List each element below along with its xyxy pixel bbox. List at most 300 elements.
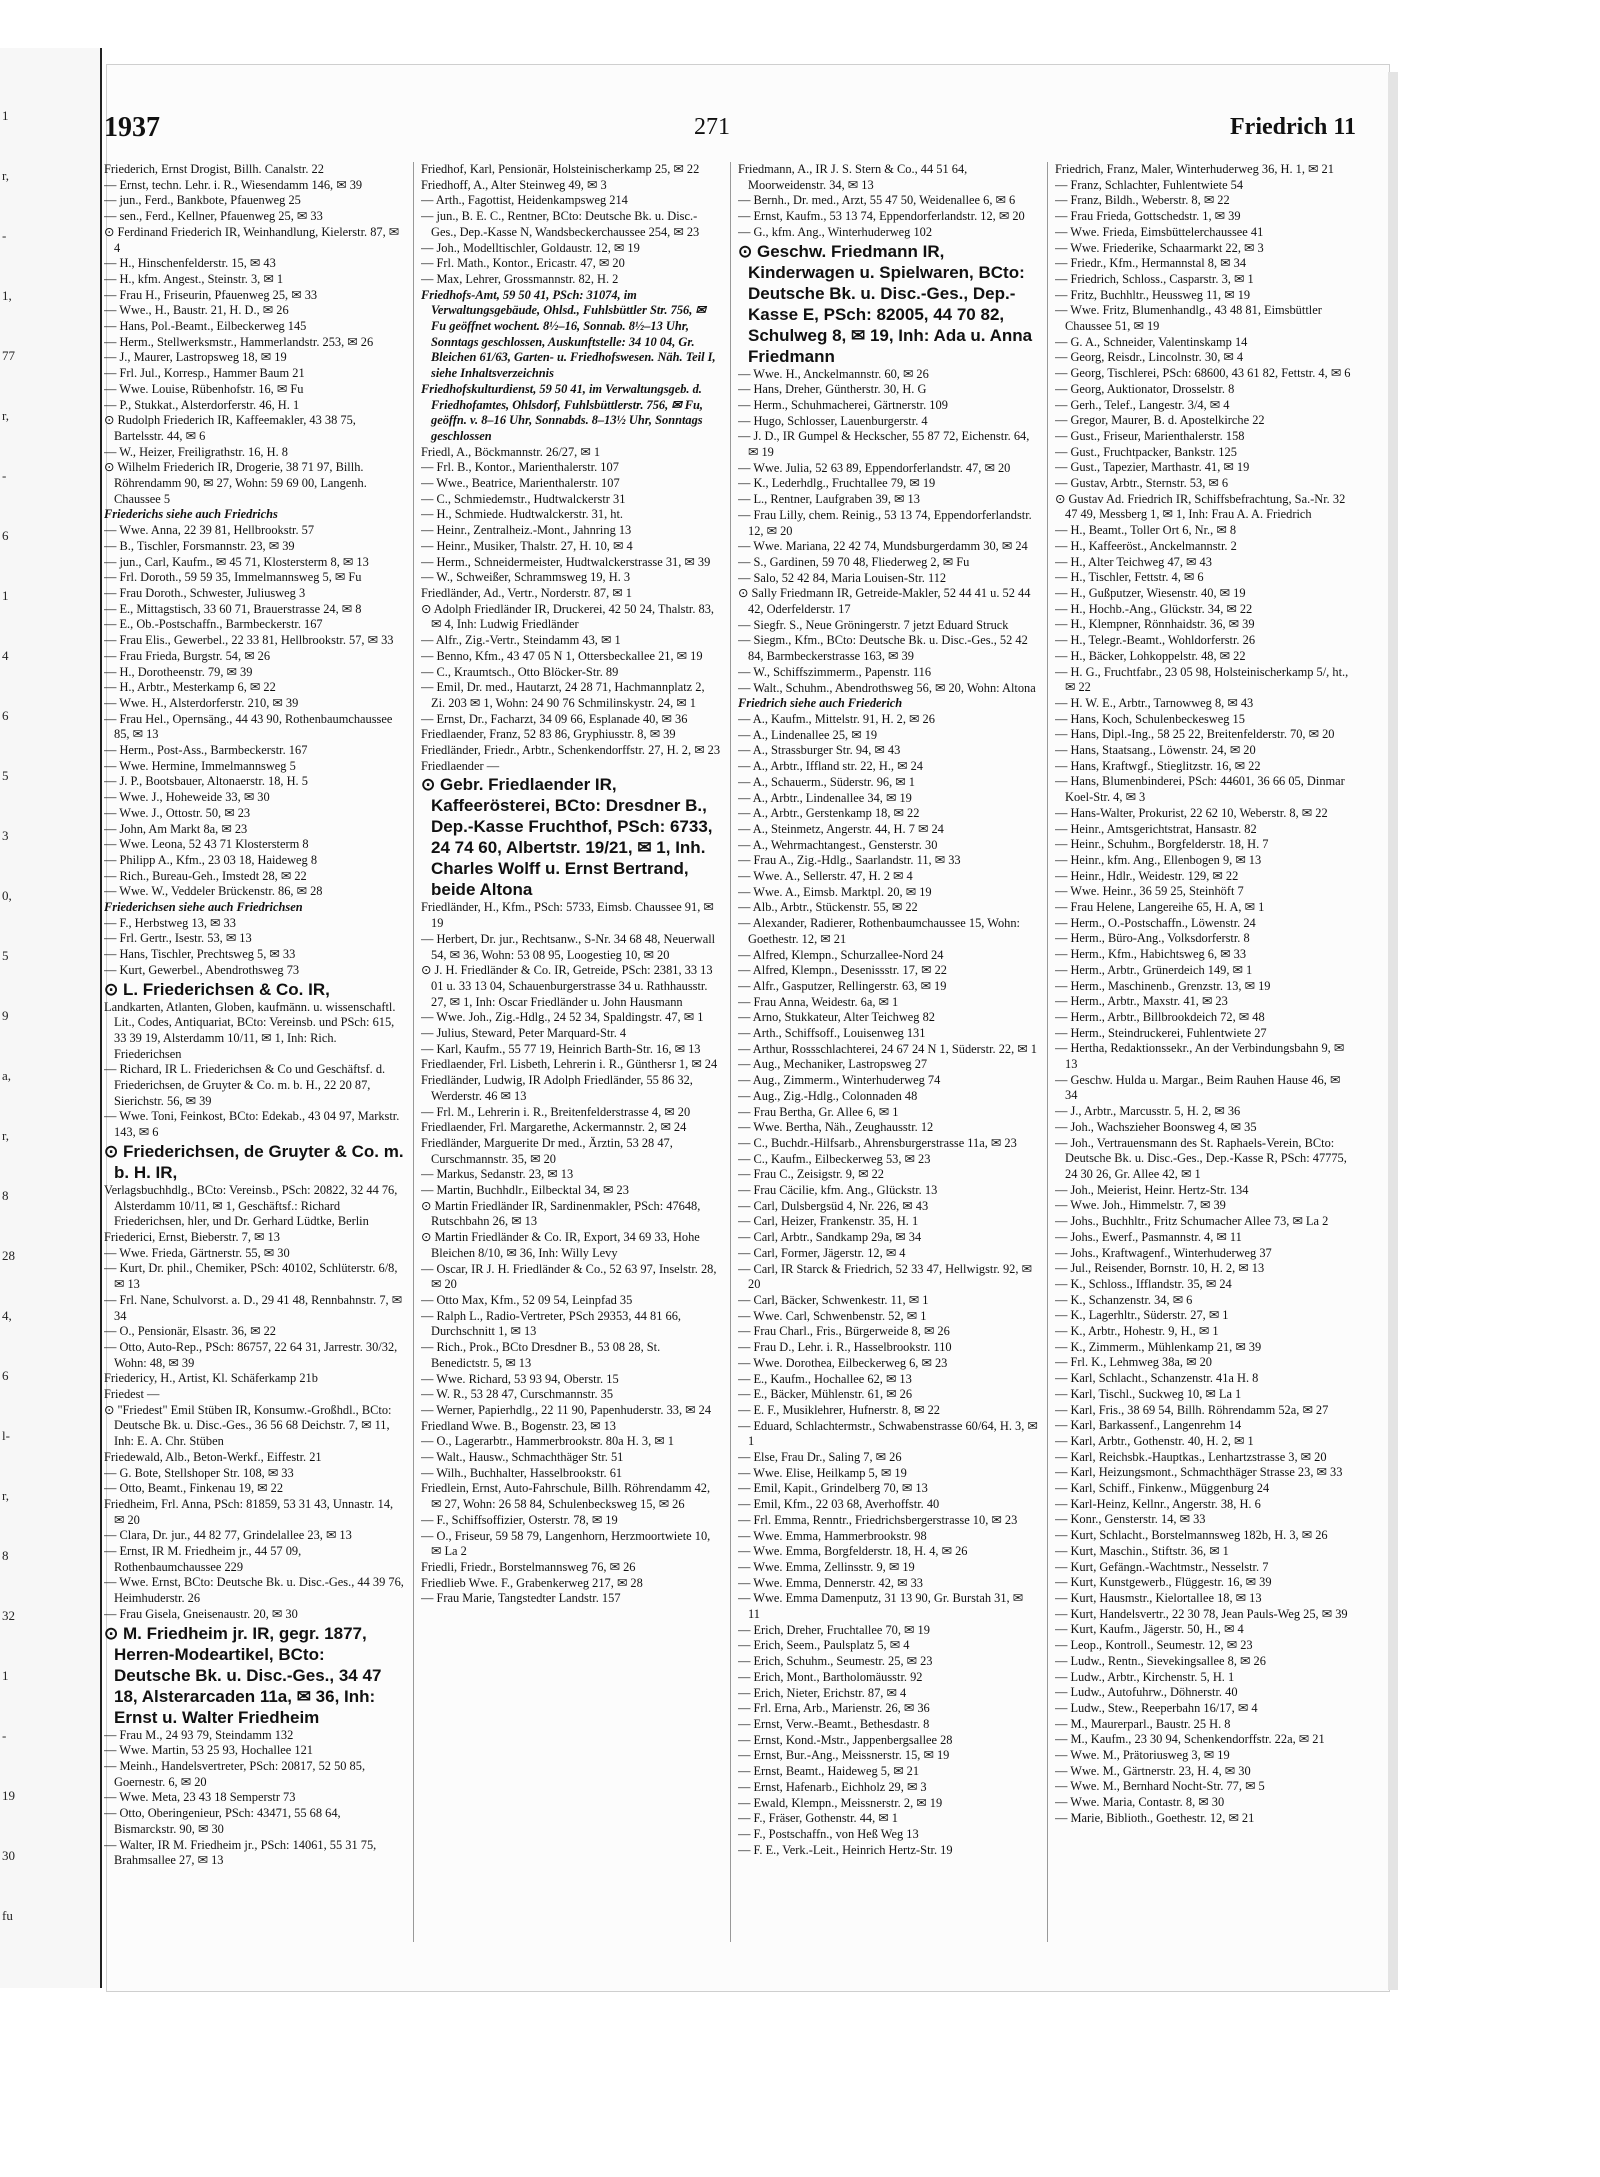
directory-entry: — W., Schiffszimmerm., Papenstr. 116 — [738, 664, 932, 679]
directory-entry: — Herm., Schneidermeister, Hudtwalckerstrasse 31, ✉ 39 — [421, 554, 711, 569]
directory-entry: Friedhofs-Amt, 59 50 41, PSch: 31074, im Verwaltungsgebäude, Ohlsd., Fuhlsbüttler Str. 756, ✉ Fu geöffnet wochent. 8½–16, Sonnab. 8½–13 Uhr, Sonntags geschlossen, Auskunftstelle: 34 10 04, Gr. Bleichen 61/63, Garten- u. Friedhofswesen. Näh. Teil I, siehe Inhaltsverzeichnis — [421, 287, 716, 381]
directory-entry: — Ernst, Hafenarb., Eichholz 29, ✉ 3 — [738, 1779, 927, 1794]
directory-entry: — H. W. E., Arbtr., Tarnowweg 8, ✉ 43 — [1055, 695, 1254, 710]
directory-entry: — jun., Carl, Kaufm., ✉ 45 71, Klostersterm 8, ✉ 13 — [104, 554, 369, 569]
directory-entry: — Rich., Prok., BCto Dresdner B., 53 08 28, St. Benedictstr. 5, ✉ 13 — [421, 1340, 661, 1370]
directory-entry: — L., Rentner, Laufgraben 39, ✉ 13 — [738, 492, 920, 507]
directory-entry: — M., Maurerparl., Baustr. 25 H. 8 — [1055, 1716, 1231, 1731]
directory-entry: — Wwe. Martin, 53 25 93, Hochallee 121 — [104, 1743, 313, 1758]
directory-entry: — H., Hinschenfelderstr. 15, ✉ 43 — [104, 256, 276, 271]
strip-glyph: 1 — [2, 108, 9, 123]
directory-entry: — Wwe. M., Bernhard Nocht-Str. 77, ✉ 5 — [1055, 1779, 1265, 1794]
directory-entry: — Hans-Walter, Prokurist, 22 62 10, Weberstr. 8, ✉ 22 — [1055, 805, 1328, 820]
directory-entry: Friedland Wwe. B., Bogenstr. 23, ✉ 13 — [421, 1418, 616, 1433]
directory-entry: ⊙ L. Friederichsen & Co. IR, — [104, 979, 330, 999]
directory-entry: — Wwe. W., Veddeler Brückenstr. 86, ✉ 28 — [104, 884, 323, 899]
strip-glyph: r, — [2, 1488, 10, 1503]
directory-entry: Friedlaender, Frl. Margarethe, Ackermannstr. 2, ✉ 24 — [421, 1120, 687, 1135]
directory-entry: — Wwe. Emma, Hammerbrookstr. 98 — [738, 1528, 927, 1543]
directory-entry: — F., Schiffsoffizier, Osterstr. 78, ✉ 19 — [421, 1512, 618, 1527]
directory-entry: Friedhoff, A., Alter Steinweg 49, ✉ 3 — [421, 177, 607, 192]
directory-entry: — Frau Doroth., Schwester, Juliusweg 3 — [104, 585, 306, 600]
directory-entry: — C., Schmiedemstr., Hudtwalckerstr 31 — [421, 491, 626, 506]
directory-entry: — K., Zimmerm., Mühlenkamp 21, ✉ 39 — [1055, 1339, 1262, 1354]
directory-entry: — Martin, Buchhdlr., Eilbecktal 34, ✉ 23 — [421, 1183, 629, 1198]
directory-entry: — H. G., Fruchtfabr., 23 05 98, Holsteinischerkamp 5/, ht., ✉ 22 — [1055, 664, 1349, 695]
directory-entry: — Alfred, Klempn., Schurzallee-Nord 24 — [738, 947, 944, 962]
directory-entry: — Emil, Kapit., Grindelberg 70, ✉ 13 — [738, 1481, 928, 1496]
page-running-title: Friedrich 11 — [1230, 114, 1356, 140]
directory-entry: — H., Kaffeeröst., Anckelmannstr. 2 — [1055, 538, 1237, 553]
directory-entry: — Georg, Reisdr., Lincolnstr. 30, ✉ 4 — [1055, 350, 1244, 365]
directory-entry: — Carl, Heizer, Frankenstr. 35, H. 1 — [738, 1214, 919, 1229]
directory-entry: Verlagsbuchhdlg., BCto: Vereinsb., PSch: 20822, 32 44 76, Alsterdamm 10/11, ✉ 1, Geschäftsf.: Richard Friederichsen, hler, und Dr. Gerhard Lüdtke, Berlin — [104, 1182, 398, 1229]
directory-entry: — H., Beamt., Toller Ort 6, Nr., ✉ 8 — [1055, 523, 1237, 538]
directory-entry: — Eduard, Schlachtermstr., Schwabenstrasse 60/64, H. 3, ✉ 1 — [738, 1418, 1038, 1449]
directory-entry: — Karl, Schiff., Finkenw., Müggenburg 24 — [1055, 1481, 1270, 1496]
strip-glyph: - — [2, 1728, 7, 1743]
directory-entry: — A., Schauerm., Süderstr. 96, ✉ 1 — [738, 774, 915, 789]
directory-entry: ⊙ Ferdinand Friederich IR, Weinhandlung, Kielerstr. 87, ✉ 4 — [104, 224, 400, 255]
directory-entry: — Heinr., Schuhm., Borgfelderstr. 18, H. 7 — [1055, 837, 1269, 852]
directory-entry: — S., Gardinen, 59 70 48, Fliederweg 2, ✉ Fu — [738, 554, 970, 569]
directory-entry: ⊙ Rudolph Friederich IR, Kaffeemakler, 43 38 75, Bartelsstr. 44, ✉ 6 — [104, 413, 356, 443]
directory-entry: — Wwe. Louise, Rübenhofstr. 16, ✉ Fu — [104, 381, 304, 396]
directory-entry: — Wwe. Anna, 22 39 81, Hellbrookstr. 57 — [104, 523, 315, 538]
directory-entry: — Walt., Schuhm., Abendrothsweg 56, ✉ 20, Wohn: Altona — [738, 680, 1036, 695]
directory-entry: — Karl-Heinz, Kellnr., Angerstr. 38, H. 6 — [1055, 1496, 1261, 1511]
directory-entry: — Gerh., Telef., Langestr. 3/4, ✉ 4 — [1055, 397, 1230, 412]
directory-entry: — Erich, Dreher, Fruchtallee 70, ✉ 19 — [738, 1622, 930, 1637]
directory-entry: — Frau Helene, Langereihe 65, H. A, ✉ 1 — [1055, 900, 1265, 915]
directory-entry: Landkarten, Atlanten, Globen, kaufmänn. u. wissenschaftl. Lit., Codes, Antiquariat, BCto: Vereinsb. und PSch: 615, 33 39 19, Alsterdamm 10/11, ✉ 1, Inh: Rich. Friederichsen — [104, 999, 396, 1061]
directory-entry: — Frau Marie, Tangstedter Landstr. 157 — [421, 1591, 621, 1606]
directory-entry: — Wwe. Carl, Schwenbenstr. 52, ✉ 1 — [738, 1308, 927, 1323]
directory-entry: — Joh., Meierist, Heinr. Hertz-Str. 134 — [1055, 1182, 1249, 1197]
directory-entry: — H., Tischler, Fettstr. 4, ✉ 6 — [1055, 570, 1204, 585]
directory-entry: — Oscar, IR J. H. Friedländer & Co., 52 63 97, Inselstr. 28, ✉ 20 — [421, 1261, 717, 1292]
strip-glyph: 5 — [2, 768, 9, 783]
directory-entry: — Kurt, Kunstgewerb., Flüggestr. 16, ✉ 39 — [1055, 1575, 1272, 1590]
directory-entry: Friedl, A., Böckmannstr. 26/27, ✉ 1 — [421, 444, 601, 459]
directory-entry: — Hans, Blumenbinderei, PSch: 44601, 36 66 05, Dinmar Koel-Str. 4, ✉ 3 — [1055, 774, 1345, 805]
directory-entry: — Emil, Kfm., 22 03 68, Averhoffstr. 40 — [738, 1497, 940, 1512]
directory-entry: — H., Hochb.-Ang., Glückstr. 34, ✉ 22 — [1055, 601, 1253, 616]
directory-entry: — Alfred, Klempn., Desenissstr. 17, ✉ 22 — [738, 963, 947, 978]
directory-entry: — H., kfm. Angest., Steinstr. 3, ✉ 1 — [104, 271, 284, 286]
directory-entry: ⊙ Martin Friedländer IR, Sardinenmakler, PSch: 47648, Rutschbahn 26, ✉ 13 — [421, 1198, 701, 1229]
strip-glyph: 8 — [2, 1188, 9, 1203]
directory-entry: — Frl. Doroth., 59 59 35, Immelmannsweg 5, ✉ Fu — [104, 570, 362, 585]
directory-entry: — Frl. Math., Kontor., Ericastr. 47, ✉ 20 — [421, 256, 625, 271]
strip-glyph: fu — [2, 1908, 13, 1923]
directory-entry: — Walt., Hausw., Schmachthäger Str. 51 — [421, 1450, 624, 1465]
directory-entry: — Wwe. Emma, Borgfelderstr. 18, H. 4, ✉ 26 — [738, 1544, 968, 1559]
directory-entry: — Otto Max, Kfm., 52 09 54, Leinpfad 35 — [421, 1293, 633, 1307]
strip-glyph: 6 — [2, 528, 9, 543]
directory-entry: — Frl. K., Lehmweg 38a, ✉ 20 — [1055, 1355, 1212, 1370]
directory-entry: — Ernst, techn. Lehr. i. R., Wiesendamm 146, ✉ 39 — [104, 177, 363, 192]
directory-entry: — Bernh., Dr. med., Arzt, 55 47 50, Weidenallee 6, ✉ 6 — [738, 193, 1016, 208]
directory-entry: — Ewald, Klempn., Meissnerstr. 2, ✉ 19 — [738, 1795, 943, 1810]
directory-entry: — Friedrich, Schloss., Casparstr. 3, ✉ 1 — [1055, 271, 1254, 286]
directory-entry: Friedrich siehe auch Friederich — [738, 696, 903, 711]
directory-entry: — Meinh., Handelsvertreter, PSch: 20817, 52 50 85, Goernestr. 6, ✉ 20 — [104, 1758, 366, 1789]
directory-entry: Friedländer, Ad., Vertr., Norderstr. 87, ✉ 1 — [421, 585, 632, 600]
strip-glyph: 1 — [2, 588, 9, 603]
directory-entry: Friedländer, Marguerite Dr med., Ärztin, 53 28 47, Curschmannstr. 35, ✉ 20 — [421, 1135, 673, 1166]
directory-entry: — Emil, Dr. med., Hautarzt, 24 28 71, Hachmannplatz 2, Zi. 203 ✉ 1, Wohn: 24 90 76 Schmilinskystr. 24, ✉ 1 — [421, 680, 705, 710]
directory-entry: — Kurt, Handelsvertr., 22 30 78, Jean Pauls-Weg 25, ✉ 39 — [1055, 1606, 1348, 1621]
directory-entry: — Arthur, Rossschlachterei, 24 67 24 N 1, Süderstr. 22, ✉ 1 — [738, 1041, 1037, 1056]
directory-entry: — Frau C., Zeisigstr. 9, ✉ 22 — [738, 1167, 884, 1182]
directory-entry: — Kurt, Dr. phil., Chemiker, PSch: 40102, Schlüterstr. 6/8, ✉ 13 — [104, 1261, 398, 1292]
directory-entry: ⊙ J. H. Friedländer & Co. IR, Getreide, PSch: 2381, 33 13 01 u. 33 13 04, Schauenburgerstrasse 34 u. Rathhausstr. 27, ✉ 1, Inh: Oscar Friedländer u. John Hausmann — [421, 963, 713, 1009]
directory-entry: — Jul., Reisender, Bornstr. 10, H. 2, ✉ 13 — [1055, 1261, 1265, 1276]
directory-column-3 — [738, 162, 1038, 1952]
directory-entry: Friedländer, Friedr., Arbtr., Schenkendorffstr. 27, H. 2, ✉ 23 — [421, 743, 721, 758]
directory-entry: — Frl. B., Kontor., Marienthalerstr. 107 — [421, 460, 619, 475]
directory-entry: — Frl. Emma, Renntr., Friedrichsbergerstrasse 10, ✉ 23 — [738, 1512, 1018, 1527]
directory-entry: — H., Arbtr., Mesterkamp 6, ✉ 22 — [104, 680, 276, 695]
directory-entry: — E., Ob.-Postschaffn., Barmbeckerstr. 167 — [104, 617, 323, 632]
directory-entry: — K., Schloss., Ifflandstr. 35, ✉ 24 — [1055, 1276, 1232, 1291]
directory-entry: — Wwe. Joh., Zig.-Hdlg., 24 52 34, Spaldingstr. 47, ✉ 1 — [421, 1010, 704, 1025]
directory-entry: — F., Herbstweg 13, ✉ 33 — [104, 915, 236, 930]
directory-entry: — jun., Ferd., Bankbote, Pfauenweg 25 — [104, 193, 301, 208]
directory-entry: Friederici, Ernst, Bieberstr. 7, ✉ 13 — [104, 1230, 280, 1244]
directory-entry: — H., Schmiede. Hudtwalckerstr. 31, ht. — [421, 507, 624, 522]
directory-entry: — Ludw., Autofuhrw., Döhnerstr. 40 — [1055, 1685, 1238, 1700]
directory-entry: — Max, Lehrer, Grossmannstr. 82, H. 2 — [421, 271, 619, 286]
directory-entry: — Wwe. Heinr., 36 59 25, Steinhöft 7 — [1055, 884, 1244, 899]
directory-entry: — F., Fräser, Gothenstr. 44, ✉ 1 — [738, 1811, 898, 1826]
strip-glyph: 6 — [2, 708, 9, 723]
directory-entry: — A., Arbtr., Iffland str. 22, H., ✉ 24 — [738, 759, 923, 774]
directory-entry: — O., Lagerarbtr., Hammerbrookstr. 80a H. 3, ✉ 1 — [421, 1434, 674, 1449]
strip-glyph: r, — [2, 408, 10, 423]
directory-entry: — Herm., Arbtr., Billbrookdeich 72, ✉ 48 — [1055, 1009, 1265, 1024]
strip-glyph: a, — [2, 1068, 12, 1083]
directory-entry: — Wwe. J., Ottostr. 50, ✉ 23 — [104, 805, 251, 820]
directory-entry: — Werner, Papierhdlg., 22 11 90, Papenhuderstr. 33, ✉ 24 — [421, 1402, 712, 1417]
directory-entry: — Herm., Stellwerksmstr., Hammerlandstr. 253, ✉ 26 — [104, 334, 374, 349]
directory-entry: — E., Mittagstisch, 33 60 71, Brauerstrasse 24, ✉ 8 — [104, 601, 362, 616]
directory-entry: — Frau D., Lehr. i. R., Hasselbrookstr. 110 — [738, 1340, 952, 1355]
directory-entry: — Karl, Reichsbk.-Hauptkas., Lenhartzstrasse 3, ✉ 20 — [1055, 1449, 1327, 1464]
directory-entry: — Alfr., Gasputzer, Rellingerstr. 63, ✉ 19 — [738, 978, 947, 993]
directory-entry: — W., Schweißer, Schrammsweg 19, H. 3 — [421, 570, 631, 585]
directory-entry: — A., Lindenallee 25, ✉ 19 — [738, 727, 878, 742]
directory-entry: — Karl, Kaufm., 55 77 19, Heinrich Barth-Str. 16, ✉ 13 — [421, 1041, 701, 1056]
directory-entry: — Wwe. Elise, Heilkamp 5, ✉ 19 — [738, 1465, 907, 1480]
directory-entry: — Hans, Tischler, Prechtsweg 5, ✉ 33 — [104, 947, 296, 962]
directory-entry: — Arth., Fagottist, Heidenkampsweg 214 — [421, 193, 628, 208]
directory-entry: — W. R., 53 28 47, Curschmannstr. 35 — [421, 1387, 614, 1402]
directory-entry: — Alexander, Radierer, Rothenbaumchaussee 15, Wohn: Goethestr. 12, ✉ 21 — [738, 916, 1020, 946]
directory-entry: — Richard, IR L. Friederichsen & Co und Geschäftsf. d. Friederichsen, de Gruyter & Co. m. b. H., 22 20 87, Sierichstr. 56, ✉ 39 — [104, 1062, 386, 1108]
column-rule — [730, 162, 731, 1942]
directory-entry: ⊙ Adolph Friedländer IR, Druckerei, 42 50 24, Thalstr. 83, ✉ 4, Inh: Ludwig Friedländer — [421, 601, 715, 632]
directory-entry: — M., Kaufm., 23 30 94, Schenkendorffstr. 22a, ✉ 21 — [1055, 1732, 1325, 1747]
directory-entry: — Marie, Biblioth., Goethestr. 12, ✉ 21 — [1055, 1810, 1255, 1825]
directory-entry: — Wwe. Leona, 52 43 71 Klostersterm 8 — [104, 837, 309, 852]
directory-entry: — Else, Frau Dr., Saling 7, ✉ 26 — [738, 1450, 902, 1465]
directory-entry: Friedlieb Wwe. F., Grabenkerweg 217, ✉ 28 — [421, 1575, 643, 1590]
directory-entry: Friedhofskulturdienst, 59 50 41, im Verwaltungsgeb. d. Friedhofamtes, Ohlsdorf, Fuhlsbüttlerstr. 756, ✉ Fu, geöffn. v. 8–16 Uhr, Sonnabds. 8–13½ Uhr, Sonntags geschlossen — [421, 381, 704, 443]
directory-entry: — Carl, Bäcker, Schwenkestr. 11, ✉ 1 — [738, 1293, 929, 1307]
strip-glyph: 8 — [2, 1548, 9, 1563]
directory-entry: — Wwe. A., Eimsb. Marktpl. 20, ✉ 19 — [738, 884, 932, 899]
directory-entry: — J. D., IR Gumpel & Heckscher, 55 87 72, Eichenstr. 64, ✉ 19 — [738, 429, 1030, 460]
directory-entry: — Carl, Dulsbergsüd 4, Nr. 226, ✉ 43 — [738, 1198, 929, 1213]
directory-entry: — Herm., Maschinenb., Grenzstr. 13, ✉ 19 — [1055, 978, 1271, 993]
directory-entry: — G. Bote, Stellshoper Str. 108, ✉ 33 — [104, 1465, 294, 1480]
directory-entry: — Konr., Gensterstr. 14, ✉ 33 — [1055, 1512, 1206, 1527]
directory-entry: — Herm., O.-Postschaffn., Löwenstr. 24 — [1055, 915, 1256, 930]
directory-entry: — Wwe. Emma, Dennerstr. 42, ✉ 33 — [738, 1575, 923, 1590]
directory-entry: — Herm., Schuhmacherei, Gärtnerstr. 109 — [738, 397, 948, 412]
directory-entry: Friederichsen siehe auch Friedrichsen — [104, 900, 303, 915]
directory-entry: — Herm., Kfm., Habichtsweg 6, ✉ 33 — [1055, 947, 1247, 962]
strip-glyph: l- — [2, 1428, 10, 1443]
directory-entry: — A., Steinmetz, Angerstr. 44, H. 7 ✉ 24 — [738, 821, 944, 836]
directory-entry: — Erich, Nieter, Erichstr. 87, ✉ 4 — [738, 1685, 907, 1700]
directory-entry: — Erich, Schuhm., Seumestr. 25, ✉ 23 — [738, 1654, 933, 1669]
directory-entry: — Kurt, Gewerbel., Abendrothsweg 73 — [104, 962, 300, 977]
directory-entry: — Frau A., Zig.-Hdlg., Saarlandstr. 11, ✉ 33 — [738, 853, 961, 868]
directory-entry: — C., Buchdr.-Hilfsarb., Ahrensburgerstrasse 11a, ✉ 23 — [738, 1135, 1017, 1150]
directory-entry: — Ludw., Stew., Reeperbahn 16/17, ✉ 4 — [1055, 1700, 1258, 1715]
directory-entry: — Karl, Tischl., Suckweg 10, ✉ La 1 — [1055, 1386, 1242, 1401]
directory-entry: — Ernst, Verw.-Beamt., Bethesdastr. 8 — [738, 1716, 930, 1731]
directory-entry: — Wwe. Frieda, Eimsbüttelerchaussee 41 — [1055, 224, 1264, 239]
directory-entry: — Erich, Mont., Bartholomäusstr. 92 — [738, 1669, 923, 1684]
directory-entry: — Arno, Stukkateur, Alter Teichweg 82 — [738, 1010, 935, 1025]
directory-entry: — H., Dorotheenstr. 79, ✉ 39 — [104, 664, 253, 679]
directory-entry: — Otto, Oberingenieur, PSch: 43471, 55 68 64, Bismarckstr. 90, ✉ 30 — [104, 1806, 341, 1836]
directory-entry: — Walter, IR M. Friedheim jr., PSch: 14061, 55 31 75, Brahmsallee 27, ✉ 13 — [104, 1837, 377, 1868]
directory-entry: — Ludw., Arbtr., Kirchenstr. 5, H. 1 — [1055, 1669, 1235, 1684]
directory-entry: — Wwe. Maria, Contastr. 8, ✉ 30 — [1055, 1795, 1225, 1810]
directory-entry: — Wwe. H., Alsterdorferstr. 210, ✉ 39 — [104, 695, 299, 710]
directory-entry: — Ernst, IR M. Friedheim jr., 44 57 09, Rothenbaumchaussee 229 — [104, 1544, 302, 1574]
strip-glyph: 32 — [2, 1608, 15, 1623]
strip-glyph: r, — [2, 168, 10, 183]
strip-glyph: r, — [2, 1128, 10, 1143]
directory-entry: — Herm., Arbtr., Maxstr. 41, ✉ 23 — [1055, 994, 1228, 1009]
directory-entry: — W., Heizer, Freiligrathstr. 16, H. 8 — [104, 444, 288, 459]
directory-entry: — Herbert, Dr. jur., Rechtsanw., S-Nr. 34 68 48, Neuerwall 54, ✉ 36, Wohn: 53 08 95, Loogestieg 10, ✉ 20 — [421, 931, 716, 962]
directory-entry: — Johs., Ewerf., Pasmannstr. 4, ✉ 11 — [1055, 1229, 1242, 1244]
directory-entry: — Frau Gisela, Gneisenaustr. 20, ✉ 30 — [104, 1606, 298, 1621]
directory-entry: — Kurt, Schlacht., Borstelmannsweg 182b, H. 3, ✉ 26 — [1055, 1528, 1328, 1543]
directory-entry: — A., Wehrmachtangest., Gensterstr. 30 — [738, 837, 938, 852]
directory-entry: — Herm., Steindruckerei, Fuhlentwiete 27 — [1055, 1025, 1267, 1040]
directory-entry: — Aug., Zimmerm., Winterhuderweg 74 — [738, 1073, 941, 1088]
directory-entry: — Johs., Kraftwagenf., Winterhuderweg 37 — [1055, 1245, 1272, 1260]
directory-entry: Friedländer, Ludwig, IR Adolph Friedländer, 55 86 32, Werderstr. 46 ✉ 13 — [421, 1073, 693, 1103]
directory-column-1 — [104, 162, 404, 1952]
directory-entry: — Heinr., Amtsgerichtstrat, Hansastr. 82 — [1055, 821, 1257, 836]
directory-entry: — Carl, Arbtr., Sandkamp 29a, ✉ 34 — [738, 1230, 922, 1245]
directory-entry: — Julius, Steward, Peter Marquard-Str. 4 — [421, 1026, 627, 1041]
directory-entry: — J. P., Bootsbauer, Altonaerstr. 18, H. 5 — [104, 774, 308, 789]
directory-entry: ⊙ Martin Friedländer & Co. IR, Export, 34 69 33, Hohe Bleichen 8/10, ✉ 36, Inh: Willy Levy — [421, 1230, 700, 1260]
directory-entry: — H., Gußputzer, Wiesenstr. 40, ✉ 19 — [1055, 585, 1246, 600]
directory-entry: — Frau H., Friseurin, Pfauenweg 25, ✉ 33 — [104, 287, 318, 302]
directory-entry: — Karl, Fris., 38 69 54, Billh. Röhrendamm 52a, ✉ 27 — [1055, 1402, 1329, 1417]
directory-entry: — F. E., Verk.-Leit., Heinrich Hertz-Str. 19 — [738, 1842, 953, 1857]
directory-entry: — Herm., Arbtr., Grünerdeich 149, ✉ 1 — [1055, 962, 1253, 977]
directory-entry: — Aug., Zig.-Hdlg., Colonnaden 48 — [738, 1088, 918, 1103]
directory-entry: — K., Lagerhltr., Süderstr. 27, ✉ 1 — [1055, 1308, 1229, 1323]
directory-entry: — G., kfm. Ang., Winterhuderweg 102 — [738, 224, 933, 239]
directory-entry: — Frau Cäcilie, kfm. Ang., Glückstr. 13 — [738, 1183, 938, 1198]
directory-column-2 — [421, 162, 721, 1952]
directory-entry: — Carl, Former, Jägerstr. 12, ✉ 4 — [738, 1245, 906, 1260]
directory-entry: Friedländer, H., Kfm., PSch: 5733, Eimsb. Chaussee 91, ✉ 19 — [421, 900, 714, 931]
directory-entry: — Wwe. Bertha, Näh., Zeughausstr. 12 — [738, 1120, 934, 1135]
previous-page-edge — [0, 48, 102, 1988]
directory-entry: — Gust., Fruchtpacker, Bankstr. 125 — [1055, 444, 1237, 459]
directory-entry: — Alb., Arbtr., Stückenstr. 55, ✉ 22 — [738, 900, 918, 915]
directory-entry: — Karl, Heizungsmont., Schmachthäger Strasse 23, ✉ 33 — [1055, 1465, 1343, 1480]
directory-entry: — Georg, Tischlerei, PSch: 68600, 43 61 82, Fettstr. 4, ✉ 6 — [1055, 366, 1351, 381]
directory-entry: — Wwe. Emma, Zellinsstr. 9, ✉ 19 — [738, 1559, 915, 1574]
directory-entry: — jun., B. E. C., Rentner, BCto: Deutsche Bk. u. Disc.-Ges., Dep.-Kasse N, Wandsbeckerchaussee 254, ✉ 23 — [421, 209, 700, 239]
directory-entry: — Wwe. Mariana, 22 42 74, Mundsburgerdamm 30, ✉ 24 — [738, 539, 1028, 554]
directory-entry: — Frau M., 24 93 79, Steindamm 132 — [104, 1727, 294, 1742]
directory-entry: Friedewald, Alb., Beton-Werkf., Eiffestr. 21 — [104, 1449, 322, 1464]
directory-entry: — Heinr., Zentralheiz.-Mont., Jahnring 13 — [421, 523, 632, 538]
directory-entry: — Karl, Barkassenf., Langenrehm 14 — [1055, 1418, 1242, 1433]
directory-entry: — Franz, Schlachter, Fuhlentwiete 54 — [1055, 177, 1244, 192]
strip-glyph: 1, — [2, 288, 12, 303]
directory-entry: — H., Alter Teichweg 47, ✉ 43 — [1055, 554, 1212, 569]
directory-entry: — Hans, Staatsang., Löwenstr. 24, ✉ 20 — [1055, 743, 1256, 758]
directory-entry: — Ralph L., Radio-Vertreter, PSch 29353, 44 81 66, Durchschnitt 1, ✉ 13 — [421, 1308, 682, 1339]
directory-entry: — Gust., Friseur, Marienthalerstr. 158 — [1055, 428, 1245, 443]
directory-entry: — E., Bäcker, Mühlenstr. 61, ✉ 26 — [738, 1387, 913, 1402]
directory-entry: — Benno, Kfm., 43 47 05 N 1, Ottersbeckallee 21, ✉ 19 — [421, 648, 703, 663]
directory-entry: Friedericy, H., Artist, Kl. Schäferkamp 21b — [104, 1371, 318, 1386]
strip-glyph: 0, — [2, 888, 12, 903]
directory-entry: — Wwe., Beatrice, Marienthalerstr. 107 — [421, 476, 620, 491]
directory-entry: — Frau Hel., Opernsäng., 44 43 90, Rothenbaumchaussee 85, ✉ 13 — [104, 711, 393, 742]
directory-entry: — H., Telegr.-Beamt., Wohldorferstr. 26 — [1055, 633, 1256, 648]
directory-entry: — Heinr., Musiker, Thalstr. 27, H. 10, ✉ 4 — [421, 538, 633, 553]
directory-entry: ⊙ Wilhelm Friederich IR, Drogerie, 38 71 97, Billh. Röhrendamm 90, ✉ 27, Wohn: 59 69 00, Langenh. Chaussee 5 — [104, 460, 367, 506]
page-year: 1937 — [104, 112, 160, 143]
directory-entry: — Wwe. Hermine, Immelmannsweg 5 — [104, 758, 296, 773]
strip-glyph: 19 — [2, 1788, 15, 1803]
directory-entry: — Johs., Buchhltr., Fritz Schumacher Allee 73, ✉ La 2 — [1055, 1214, 1329, 1229]
directory-entry: — Fritz, Buchhltr., Heussweg 11, ✉ 19 — [1055, 287, 1251, 302]
column-rule — [1047, 162, 1048, 1942]
directory-entry: — Wwe. Meta, 23 43 18 Semperstr 73 — [104, 1790, 296, 1805]
directory-entry: — Frl. Nane, Schulvorst. a. D., 29 41 48, Rennbahnstr. 7, ✉ 34 — [104, 1292, 403, 1323]
directory-entry: — Kurt, Kaufm., Jägerstr. 50, H., ✉ 4 — [1055, 1622, 1244, 1637]
directory-entry: — Hans, Dipl.-Ing., 58 25 22, Breitenfelderstr. 70, ✉ 20 — [1055, 727, 1335, 742]
strip-glyph: 6 — [2, 1368, 9, 1383]
directory-entry: — Wwe. Ernst, BCto: Deutsche Bk. u. Disc.-Ges., 44 39 76, Heimhuderstr. 26 — [104, 1575, 404, 1606]
directory-entry: Friedlein, Ernst, Auto-Fahrschule, Billh. Röhrendamm 42, ✉ 27, Wohn: 26 58 84, Schulenbecksweg 15, ✉ 26 — [421, 1481, 711, 1512]
directory-entry: — Ernst, Bur.-Ang., Meissnerstr. 15, ✉ 19 — [738, 1748, 950, 1763]
directory-entry: — Wwe. Julia, 52 63 89, Eppendorferlandstr. 47, ✉ 20 — [738, 460, 1011, 475]
directory-entry: — Georg, Auktionator, Drosselstr. 8 — [1055, 381, 1235, 396]
directory-entry: Friedlaender, Franz, 52 83 86, Gryphiusstr. 8, ✉ 39 — [421, 727, 676, 742]
directory-entry: — J., Arbtr., Marcusstr. 5, H. 2, ✉ 36 — [1055, 1104, 1241, 1119]
directory-entry: — Herm., Post-Ass., Barmbeckerstr. 167 — [104, 743, 308, 758]
directory-entry: — Gust., Tapezier, Marthastr. 41, ✉ 19 — [1055, 460, 1250, 475]
directory-entry: — sen., Ferd., Kellner, Pfauenweg 25, ✉ 33 — [104, 209, 323, 224]
directory-entry: — Wwe. H., Anckelmannstr. 60, ✉ 26 — [738, 366, 929, 381]
directory-entry: — Kurt, Gefängn.-Wachtmstr., Nesselstr. 7 — [1055, 1559, 1269, 1574]
directory-entry: — Aug., Mechaniker, Lastropsweg 27 — [738, 1057, 928, 1072]
directory-entry: — Herm., Büro-Ang., Volksdorferstr. 8 — [1055, 931, 1250, 946]
directory-entry: — Frl. Jul., Korresp., Hammer Baum 21 — [104, 366, 305, 381]
directory-entry: — Kurt, Hausmstr., Kielortallee 18, ✉ 13 — [1055, 1590, 1262, 1605]
directory-entry: — G. A., Schneider, Valentinskamp 14 — [1055, 334, 1248, 349]
directory-entry: — Hertha, Redaktionssekr., An der Verbindungsbahn 9, ✉ 13 — [1055, 1041, 1345, 1072]
directory-entry: — A., Strassburger Str. 94, ✉ 43 — [738, 743, 901, 758]
directory-entry: — Leop., Kontroll., Seumestr. 12, ✉ 23 — [1055, 1638, 1253, 1653]
directory-entry: ⊙ Gebr. Friedlaender IR, Kaffeerösterei, BCto: Dresdner B., Dep.-Kasse Fruchthof, PSch: 6733, 24 74 60, Albertstr. 19/21, ✉ 1, Inh. Charles Wolff u. Ernst Bertrand, beide Altona — [421, 775, 713, 900]
directory-entry: — Karl, Schlacht., Schanzenstr. 41a H. 8 — [1055, 1371, 1259, 1386]
directory-entry: — P., Stukkat., Alsterdorferstr. 46, H. 1 — [104, 397, 300, 412]
directory-entry: — Wwe. M., Prätoriusweg 3, ✉ 19 — [1055, 1748, 1230, 1763]
directory-entry: — Clara, Dr. jur., 44 82 77, Grindelallee 23, ✉ 13 — [104, 1528, 352, 1543]
directory-entry: — Joh., Modelltischler, Goldaustr. 12, ✉ 19 — [421, 240, 640, 255]
directory-entry: — Siegfr. S., Neue Gröningerstr. 7 jetzt Eduard Struck — [738, 617, 1009, 632]
directory-entry: ⊙ Sally Friedmann IR, Getreide-Makler, 52 44 41 u. 52 44 42, Oderfelderstr. 17 — [738, 586, 1031, 617]
directory-entry: — Frl. Gertr., Isestr. 53, ✉ 13 — [104, 931, 252, 946]
directory-entry: — Frau Frieda, Gottschedstr. 1, ✉ 39 — [1055, 209, 1241, 224]
directory-entry: — Frau Elis., Gewerbel., 22 33 81, Hellbrookstr. 57, ✉ 33 — [104, 633, 394, 648]
directory-entry: — Markus, Sedanstr. 23, ✉ 13 — [421, 1167, 574, 1182]
strip-glyph: 1 — [2, 1668, 9, 1683]
directory-entry: Friedheim, Frl. Anna, PSch: 81859, 53 31 43, Unnastr. 14, ✉ 20 — [104, 1496, 394, 1527]
directory-entry: — Otto, Beamt., Finkenau 19, ✉ 22 — [104, 1481, 284, 1496]
strip-glyph: - — [2, 228, 7, 243]
directory-entry: — Philipp A., Kfm., 23 03 18, Haideweg 8 — [104, 852, 318, 867]
directory-entry: — Hans, Koch, Schulenbeckesweg 15 — [1055, 711, 1245, 726]
directory-entry: — Wwe. Frieda, Gärtnerstr. 55, ✉ 30 — [104, 1245, 290, 1260]
directory-entry: — Gregor, Maurer, B. d. Apostelkirche 22 — [1055, 413, 1265, 428]
directory-entry: — H., Klempner, Rönnhaidstr. 36, ✉ 39 — [1055, 617, 1255, 632]
directory-entry: — E. F., Musiklehrer, Hufnerstr. 8, ✉ 22 — [738, 1402, 940, 1417]
directory-entry: — Wwe. M., Gärtnerstr. 23, H. 4, ✉ 30 — [1055, 1763, 1251, 1778]
directory-entry: — Wwe. Joh., Himmelstr. 7, ✉ 39 — [1055, 1198, 1226, 1213]
directory-entry: — Hans, Dreher, Güntherstr. 30, H. G — [738, 382, 927, 397]
directory-entry: — A., Arbtr., Gerstenkamp 18, ✉ 22 — [738, 806, 920, 821]
directory-entry: — E., Kaufm., Hochallee 62, ✉ 13 — [738, 1371, 912, 1386]
directory-entry: — Geschw. Hulda u. Margar., Beim Rauhen Hause 46, ✉ 34 — [1055, 1072, 1341, 1103]
strip-glyph: 4, — [2, 1308, 12, 1323]
directory-entry: — Ernst, Beamt., Haideweg 5, ✉ 21 — [738, 1764, 920, 1779]
directory-entry: Friedhof, Karl, Pensionär, Holsteinischerkamp 25, ✉ 22 — [421, 162, 700, 176]
directory-entry: — O., Pensionär, Elsastr. 36, ✉ 22 — [104, 1324, 276, 1339]
strip-glyph: 5 — [2, 948, 9, 963]
directory-entry: Friedlaender, Frl. Lisbeth, Lehrerin i. R., Günthersr 1, ✉ 24 — [421, 1057, 718, 1072]
directory-entry: — Otto, Auto-Rep., PSch: 86757, 22 64 31, Jarrestr. 30/32, Wohn: 48, ✉ 39 — [104, 1339, 398, 1370]
directory-entry: — Frau Anna, Weidestr. 6a, ✉ 1 — [738, 994, 899, 1009]
directory-entry: — Wwe., H., Baustr. 21, H. D., ✉ 26 — [104, 303, 289, 318]
directory-entry: Friederichs siehe auch Friedrichs — [104, 507, 278, 522]
directory-entry: — Siegm., Kfm., BCto: Deutsche Bk. u. Disc.-Ges., 52 42 84, Barmbeckerstrasse 163, ✉ 39 — [738, 633, 1028, 664]
strip-glyph: 77 — [2, 348, 15, 363]
